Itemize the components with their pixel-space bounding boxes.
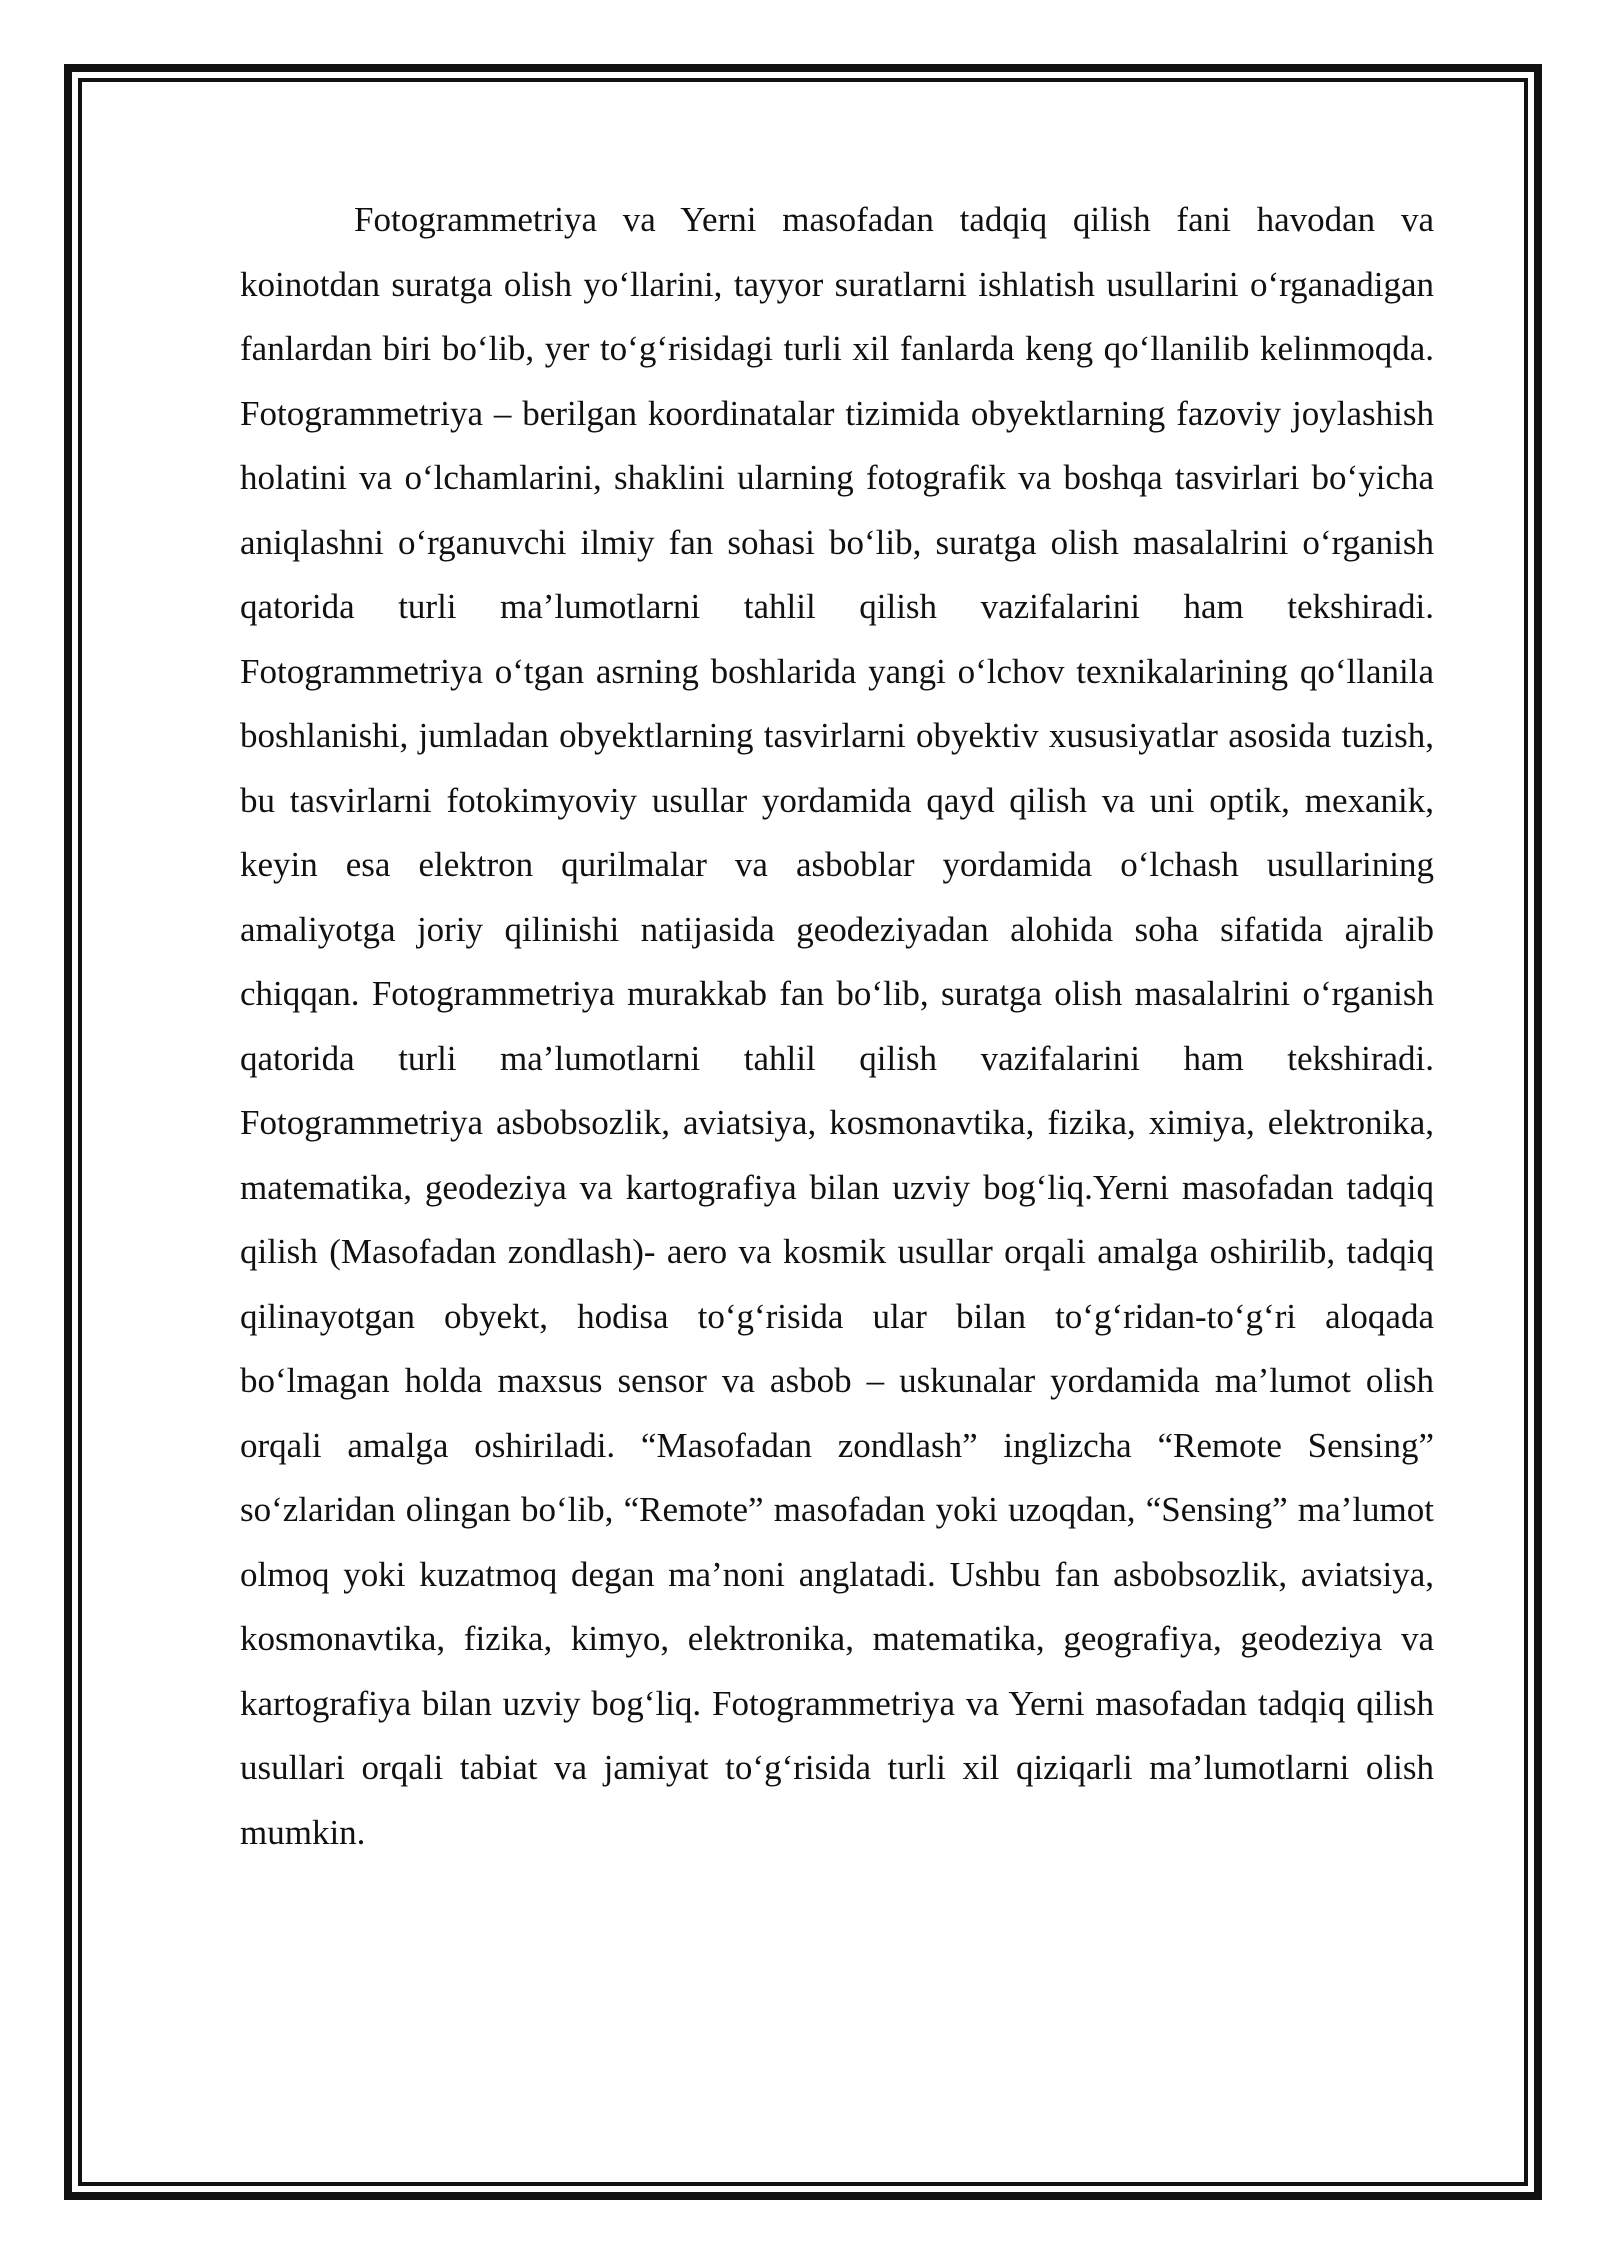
document-body (240, 188, 1434, 1865)
body-paragraph: Fotogrammetriya va Yerni masofadan tadqiq qilish fani havodan va koinotdan suratga olish yo‘llarini, tayyor suratlarni ishlatish usullarini o‘rganadigan fanlardan biri bo‘lib, yer to‘g‘risidagi turli xil fanlarda keng qo‘llanilib kelinmoqda. Fotogrammetriya – berilgan koordinatalar tizimida obyektlarning fazoviy joylashish holatini va o‘lchamlarini, shaklini ularning fotografik va boshqa tasvirlari bo‘yicha aniqlashni o‘rganuvchi ilmiy fan sohasi bo‘lib, suratga olish masalalrini o‘rganish qatorida turli ma’lumotlarni tahlil qilish vazifalarini ham tekshiradi. Fotogrammetriya o‘tgan asrning boshlarida yangi o‘lchov texnikalarining qo‘llanila boshlanishi, jumladan obyektlarning tasvirlarni obyektiv xususiyatlar asosida tuzish, bu tasvirlarni fotokimyoviy usullar yordamida qayd qilish va uni optik, mexanik, keyin esa elektron qurilmalar va asboblar yordamida o‘lchash usullarining amaliyotga joriy qilinishi natijasida geodeziyadan alohida soha sifatida ajralib chiqqan. Fotogrammetriya murakkab fan bo‘lib, suratga olish masalalrini o‘rganish qatorida turli ma’lumotlarni tahlil qilish vazifalarini ham tekshiradi. Fotogrammetriya asbobsozlik, aviatsiya, kosmonavtika, fizika, ximiya, elektronika, matematika, geodeziya va kartografiya bilan uzviy bog‘liq.Yerni masofadan tadqiq qilish (Masofadan zondlash)- aero va kosmik usullar orqali amalga oshirilib, tadqiq qilinayotgan obyekt, hodisa to‘g‘risida ular bilan to‘g‘ridan-to‘g‘ri aloqada bo‘lmagan holda maxsus sensor va asbob – uskunalar yordamida ma’lumot olish orqali amalga oshiriladi. “Masofadan zondlash” inglizcha “Remote Sensing” so‘zlaridan olingan bo‘lib, “Remote” masofadan yoki uzoqdan, “Sensing” ma’lumot olmoq yoki kuzatmoq degan ma’noni anglatadi. Ushbu fan asbobsozlik, aviatsiya, kosmonavtika, fizika, kimyo, elektronika, matematika, geografiya, geodeziya va kartografiya bilan uzviy bog‘liq. Fotogrammetriya va Yerni masofadan tadqiq qilish usullari orqali tabiat va jamiyat to‘g‘risida turli xil qiziqarli ma’lumotlarni olish mumkin. (240, 200, 1434, 1852)
